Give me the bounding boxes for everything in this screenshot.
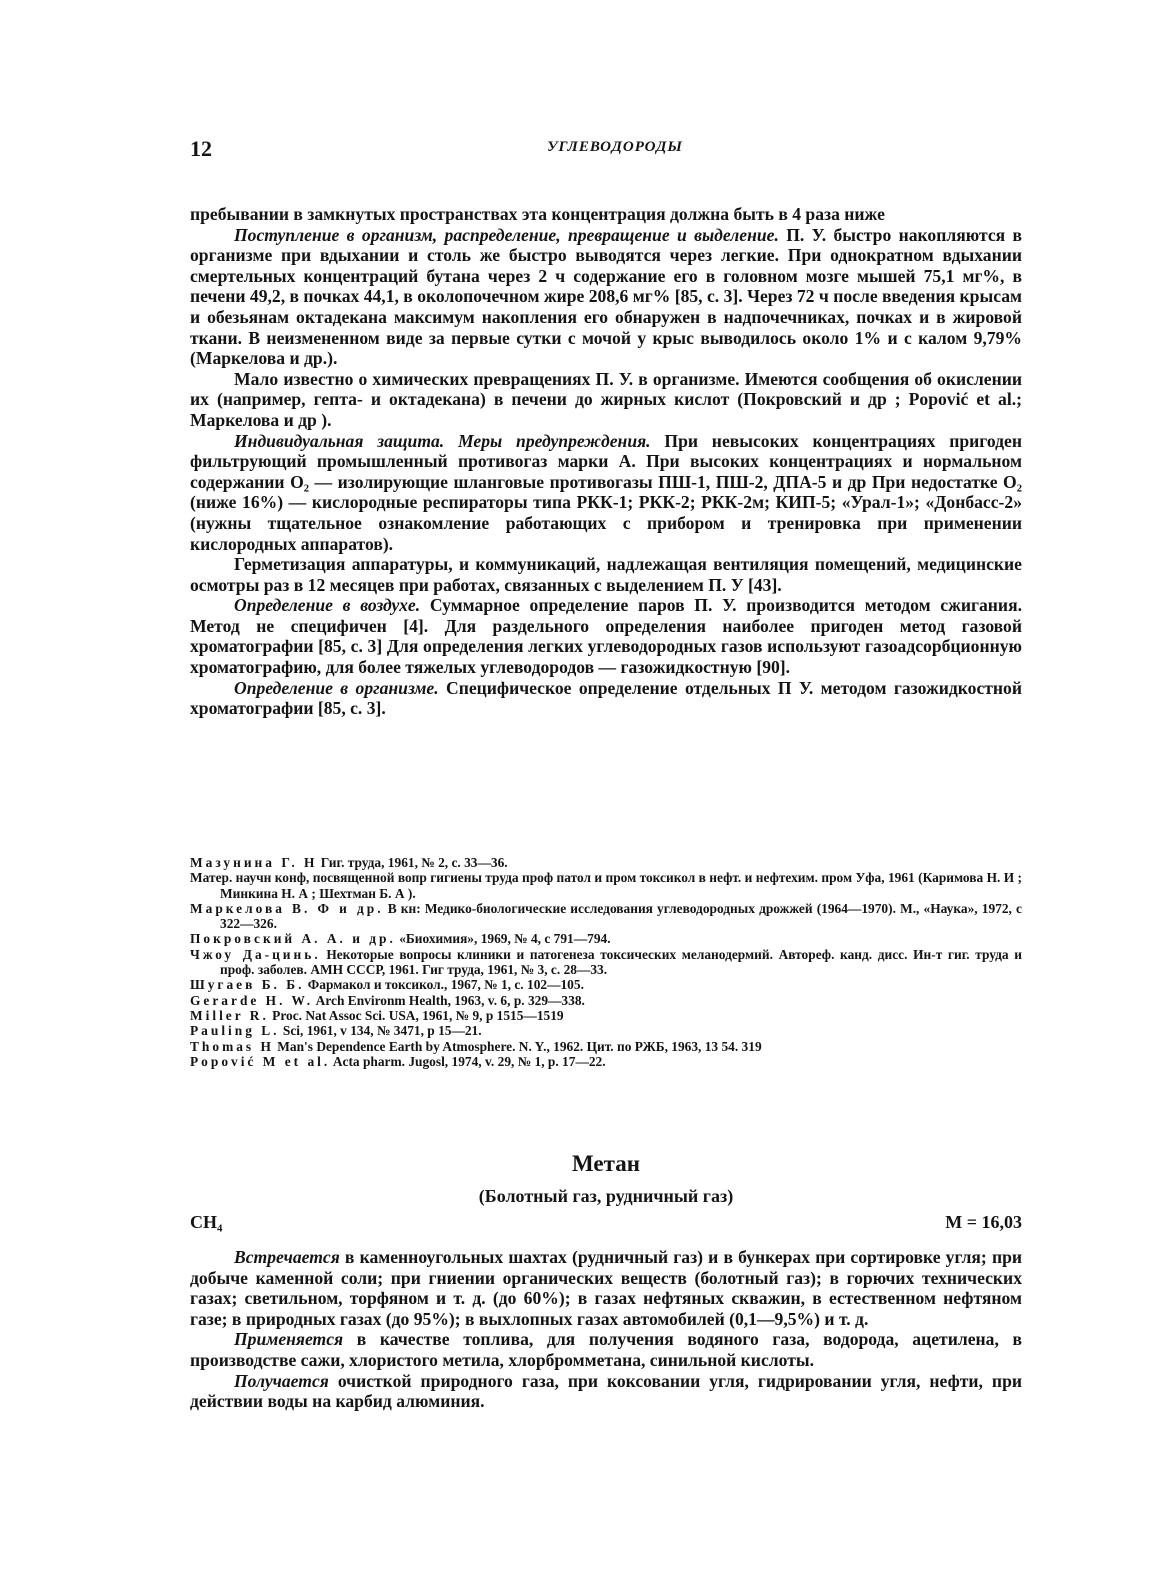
reference-item	[190, 1054, 1022, 1069]
paragraph-heading: Определение в организме.	[234, 677, 439, 698]
paragraph-air-determination	[190, 595, 1022, 677]
reference-text: В кн: Медико-биологические исследования углеводородных дрожжей (1964—1970). М., «Наука», 1972, с 322—326.	[220, 900, 1022, 932]
running-title: УГЛЕВОДОРОДЫ	[547, 139, 683, 155]
chemical-formula: CH₄	[190, 1212, 223, 1232]
reference-text: Arch Environm Health, 1963, v. 6, p. 329—338.	[313, 992, 585, 1008]
reference-author: Pauling L.	[190, 1023, 280, 1039]
reference-text: Man's Dependence Earth by Atmosphere. N. Y., 1962. Цит. по РЖБ, 1963, 13 54. 319	[273, 1038, 762, 1054]
reference-text: Proc. Nat Assoc Sci. USA, 1961, № 9, p 1515—1519	[268, 1007, 564, 1023]
paragraph-heading: Применяется	[234, 1329, 344, 1350]
paragraph-text: очисткой природного газа, при коксовании угля, гидрировании угля, нефти, при действии воды на карбид алюминия.	[190, 1370, 1022, 1412]
paragraph-heading: Поступление в организм, распределение, превращение и выделение.	[234, 224, 779, 245]
paragraph-usage	[190, 1329, 1022, 1370]
reference-text: Фармакол и токсикол., 1967, № 1, с. 102—105.	[304, 977, 584, 993]
reference-text: Некоторые вопросы клиники и патогенеза токсических меланодермий. Автореф. канд. дисс. Ин-т гиг. труда и проф. заболев. АМН СССР, 1961. Гиг труда, 1961, № 3, с. 28—33.	[220, 946, 1022, 978]
reference-author: Miller R.	[190, 1007, 269, 1023]
paragraph-text: Суммарное определение паров П. У. производится методом сжигания. Метод не специфичен [4]. Для раздельного определения наиболее пригоден метод газовой хроматографии [85, с. 3] Для определения легких углеводородных газов используют газоадсорбционную хроматографию, для более тяжелых углеводородов — газожидкостную [90].	[190, 595, 1022, 678]
methane-text	[190, 1247, 1022, 1412]
paragraph-intake	[190, 225, 1022, 369]
reference-author: Мазунина Г. Н	[190, 855, 318, 870]
section-subtitle: (Болотный газ, рудничный газ)	[478, 1186, 734, 1206]
paragraph-occurrence	[190, 1247, 1022, 1329]
reference-author: Маркелова В. Ф и др.	[190, 900, 384, 916]
molar-mass: M = 16,03	[945, 1212, 1022, 1232]
reference-item	[190, 977, 1022, 992]
paragraph-heading: Индивидуальная защита. Меры предупреждения.	[234, 430, 651, 451]
reference-list	[190, 855, 1022, 1069]
reference-item	[190, 855, 1022, 870]
paragraph-ventilation: Герметизация аппаратуры, и коммуникаций, надлежащая вентиляция помещений, медицинские осмотры раз в 12 месяцев при работах, связанных с выделением П. У [43].	[190, 554, 1022, 595]
reference-text: Гиг. труда, 1961, № 2, с. 33—36.	[317, 855, 508, 870]
paragraph-text: в каменноугольных шахтах (рудничный газ) и в бункерах при сортировке угля; при добыче каменной соли; при гниении органических веществ (болотный газ); в горючих технических газах; светильном, торфяном и т. д. (до 60%); в газах нефтяных скважин, в естественном нефтяном газе; в природных газах (до 95%); в выхлопных газах автомобилей (0,1—9,5%) и т. д.	[190, 1247, 1022, 1329]
paragraph-protection	[190, 431, 1022, 555]
reference-text: Матер. научн конф, посвященной вопр гигиены труда проф патол и пром токсикол в нефт. и нефтехим. пром Уфа, 1961 (Каримова Н. И ; Минкина Н. А ; Шехтман Б. А ).	[190, 870, 1022, 901]
page-header	[190, 136, 1040, 166]
paragraph-text: При невысоких концентрациях пригоден фильтрующий промышленный противогаз марки А. При высоких концентрациях и нормальном содержании O₂ — изолирующие шланговые противогазы ПШ-1, ПШ-2, ДПА-5 и др При недостатке O₂ (ниже 16%) — кислородные респираторы типа РКК-1; РКК-2; РКК-2м; КИП-5; «Урал-1»; «Донбасс-2» (нужны тщательное ознакомление работающих с прибором и тренировка при применении кислородных аппаратов).	[190, 430, 1022, 554]
section-title: Метан	[572, 1151, 640, 1176]
reference-item	[190, 993, 1022, 1008]
reference-item	[190, 1008, 1022, 1023]
paragraph-body-determination	[190, 678, 1022, 719]
reference-author: Gerarde H. W.	[190, 992, 314, 1008]
paragraph-heading: Определение в воздухе.	[234, 595, 421, 616]
paragraph-text: Специфическое определение отдельных П У. методом газожидкостной хроматографии [85, с. 3].	[190, 677, 1022, 719]
paragraph-transformations: Мало известно о химических превращениях П. У. в организме. Имеются сообщения об окислении их (например, гепта- и октадекана) в печени до жирных кислот (Покровский и др ; Popović et al.; Маркелова и др ).	[190, 368, 1022, 430]
paragraph-heading: Получается	[234, 1370, 329, 1391]
reference-author: Покровский А. А. и др.	[190, 931, 396, 947]
reference-author: Чжоу Да-цинь.	[190, 946, 321, 962]
reference-item	[190, 870, 1022, 901]
formula-row	[190, 1212, 1022, 1236]
reference-author: Thomas H	[190, 1038, 274, 1054]
reference-item	[190, 931, 1022, 946]
reference-item	[190, 901, 1022, 932]
reference-author: Шугаев Б. Б.	[190, 977, 305, 993]
paragraph-text: П. У. быстро накопляются в организме при вдыхании и столь же быстро выводятся через легкие. При однократном вдыхании смертельных концентраций бутана через 2 ч содержание его в головном мозге мышей 75,1 мг%, в печени 49,2, в почках 44,1, в околопочечном жире 208,6 мг% [85, с. 3]. Через 72 ч после введения крысам и обезьянам октадекана максимум накопления его обнаружен в надпочечниках, почках и в жировой ткани. В неизмененном виде за первые сутки с мочой у крыс выводилось около 1% и с калом 9,79% (Маркелова и др.).	[190, 224, 1023, 369]
reference-text: «Биохимия», 1969, № 4, с 791—794.	[395, 931, 611, 947]
main-text	[190, 204, 1022, 719]
reference-text: Acta pharm. Jugosl, 1974, v. 29, № 1, p. 17—22.	[330, 1053, 606, 1069]
reference-author: Popović M et al.	[190, 1053, 331, 1069]
page-number: 12	[190, 136, 212, 161]
paragraph-text: в качестве топлива, для получения водяного газа, водорода, ацетилена, в производстве сажи, хлористого метила, хлорбромметана, синильной кислоты.	[190, 1329, 1022, 1370]
reference-item	[190, 1039, 1022, 1054]
paragraph-production	[190, 1371, 1022, 1412]
paragraph-heading: Встречается	[234, 1247, 340, 1267]
reference-item	[190, 1023, 1022, 1038]
paragraph-continued: пребывании в замкнутых пространствах эта концентрация должна быть в 4 раза ниже	[190, 204, 885, 224]
reference-item	[190, 947, 1022, 978]
reference-text: Sci, 1961, v 134, № 3471, p 15—21.	[279, 1023, 482, 1039]
